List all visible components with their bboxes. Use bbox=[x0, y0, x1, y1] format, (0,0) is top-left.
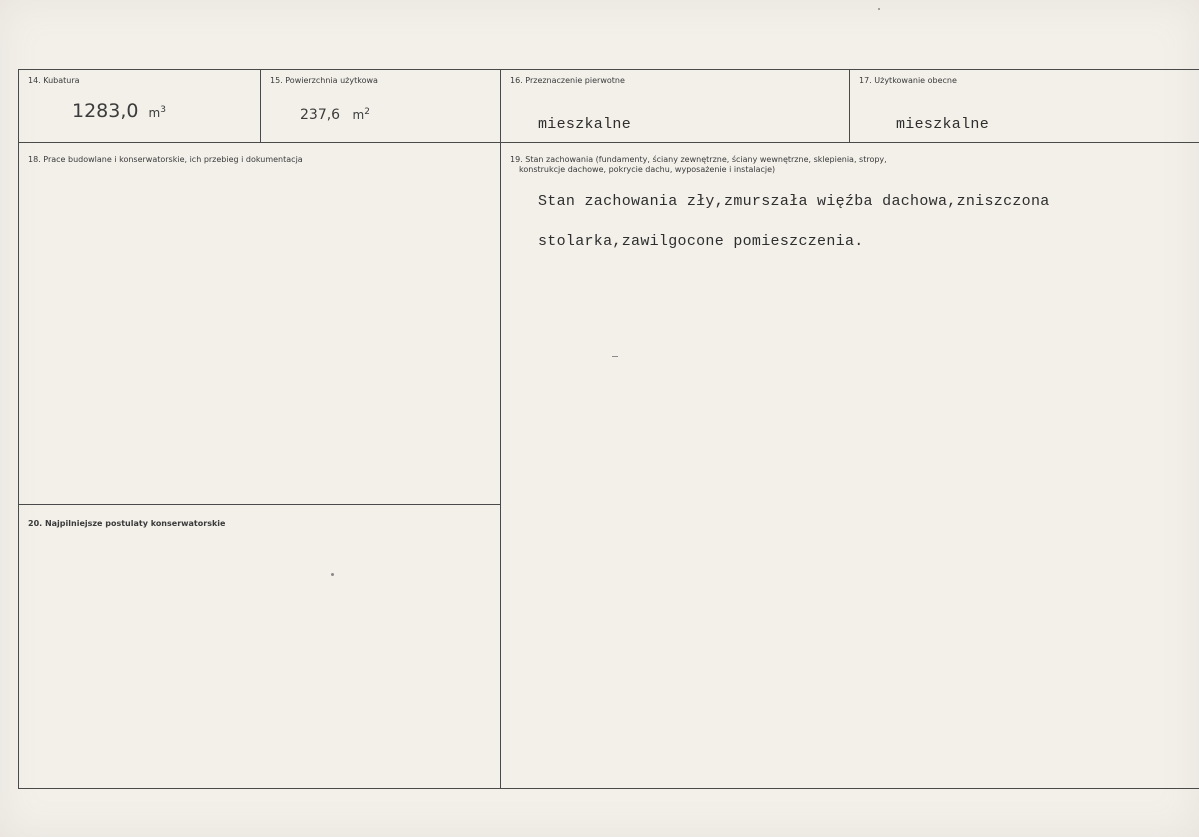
kubatura-number: 1283,0 bbox=[72, 100, 139, 122]
field-18-label: 18. Prace budowlane i konserwatorskie, ich przebieg i dokumentacja bbox=[28, 155, 303, 164]
paper-speck bbox=[331, 573, 334, 576]
paper-speck bbox=[878, 8, 880, 10]
field-17-value: mieszkalne bbox=[896, 116, 990, 133]
kubatura-unit: $m^3$ bbox=[148, 105, 166, 120]
col-divider-2 bbox=[500, 69, 501, 789]
field-16-label: 16. Przeznaczenie pierwotne bbox=[510, 76, 625, 85]
col-divider-3 bbox=[849, 69, 850, 143]
field-14-value bbox=[72, 100, 166, 122]
field-15-value bbox=[300, 107, 370, 123]
field-19-text-line2: stolarka,zawilgocone pomieszczenia. bbox=[538, 233, 864, 250]
field-19-label-line1: 19. Stan zachowania (fundamenty, ściany zewnętrzne, ściany wewnętrzne, sklepienia, stropy, bbox=[510, 155, 887, 164]
col-divider-1 bbox=[260, 69, 261, 143]
section-divider bbox=[18, 504, 500, 505]
field-19-text-line1: Stan zachowania zły,zmurszała więźba dachowa,zniszczona bbox=[538, 193, 1050, 210]
field-20-label: 20. Najpilniejsze postulaty konserwatorskie bbox=[28, 519, 226, 528]
powierzchnia-unit: $m^2$ bbox=[352, 107, 370, 122]
powierzchnia-number: 237,6 bbox=[300, 107, 341, 123]
row-divider bbox=[18, 142, 1199, 143]
top-border bbox=[18, 69, 1199, 70]
field-16-value: mieszkalne bbox=[538, 116, 632, 133]
field-19-label-line2: konstrukcje dachowe, pokrycie dachu, wyposażenie i instalacje) bbox=[519, 165, 776, 174]
paper-speck bbox=[612, 356, 618, 357]
field-15-label: 15. Powierzchnia użytkowa bbox=[270, 76, 378, 85]
left-border bbox=[18, 69, 19, 789]
field-14-label: 14. Kubatura bbox=[28, 76, 80, 85]
bottom-border bbox=[18, 788, 1199, 789]
field-17-label: 17. Użytkowanie obecne bbox=[859, 76, 957, 85]
